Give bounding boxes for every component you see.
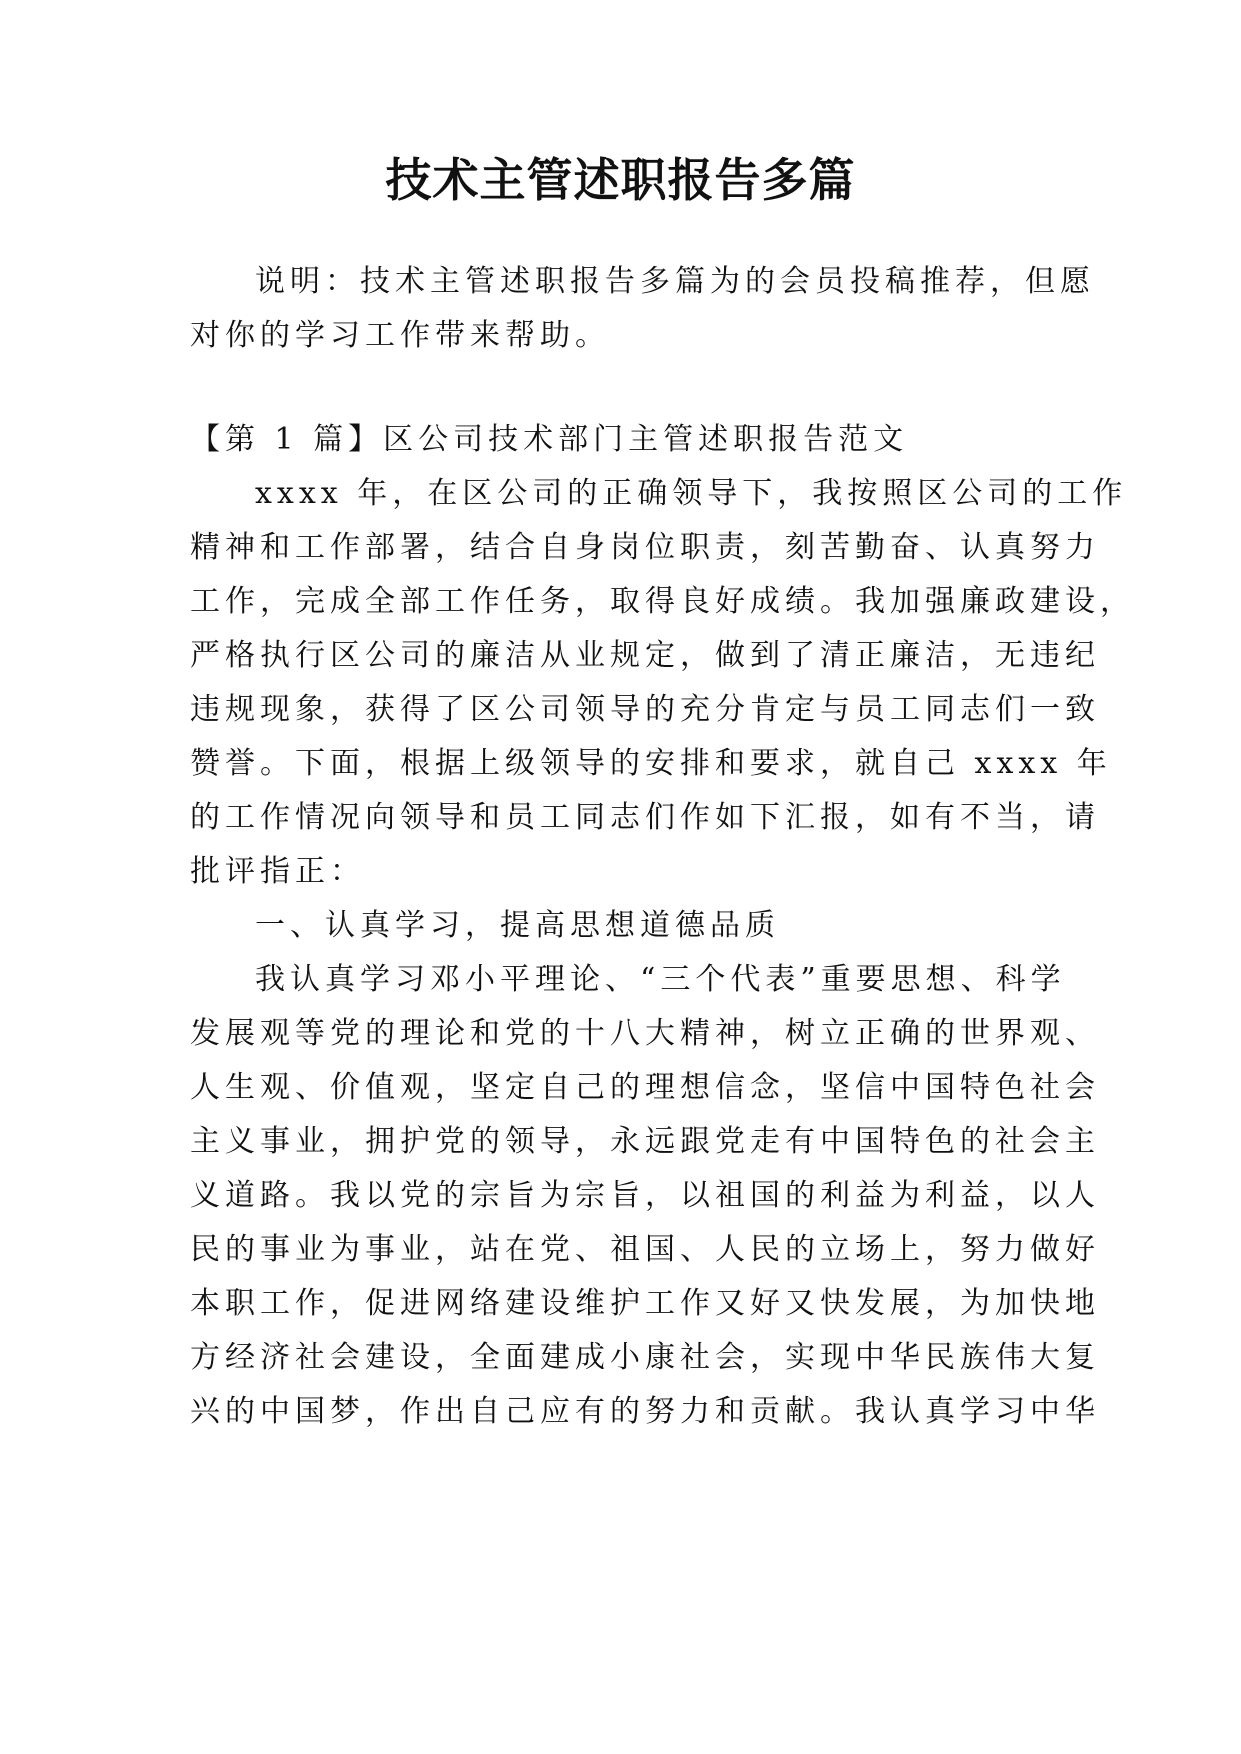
body-line: 义道路。我以党的宗旨为宗旨，以祖国的利益为利益，以人 (190, 1178, 1100, 1213)
body-line: 工作，完成全部工作任务，取得良好成绩。我加强廉政建设， (190, 584, 1135, 619)
note-line-1: 说明：技术主管述职报告多篇为的会员投稿推荐，但愿 (255, 264, 1095, 299)
body-line: 本职工作，促进网络建设维护工作又好又快发展，为加快地 (190, 1286, 1100, 1321)
body-line: 违规现象，获得了区公司领导的充分肯定与员工同志们一致 (190, 692, 1100, 727)
body-line: 精神和工作部署，结合自身岗位职责，刻苦勤奋、认真努力 (190, 530, 1100, 565)
body-line: 赞誉。下面，根据上级领导的安排和要求，就自己 xxxx 年 (190, 746, 1112, 781)
subheading: 一、认真学习，提高思想道德品质 (255, 908, 780, 943)
body-line: 严格执行区公司的廉洁从业规定，做到了清正廉洁，无违纪 (190, 638, 1100, 673)
body-line: 发展观等党的理论和党的十八大精神，树立正确的世界观、 (190, 1016, 1100, 1051)
section-heading: 【第 1 篇】区公司技术部门主管述职报告范文 (190, 422, 909, 457)
body-line: 兴的中国梦，作出自己应有的努力和贡献。我认真学习中华 (190, 1394, 1100, 1429)
body-line: 人生观、价值观，坚定自己的理想信念，坚信中国特色社会 (190, 1070, 1100, 1105)
body-line: 的工作情况向领导和员工同志们作如下汇报，如有不当，请 (190, 800, 1100, 835)
body-line: 批评指正： (190, 854, 365, 889)
body-line: xxxx 年，在区公司的正确领导下，我按照区公司的工作 (255, 476, 1128, 511)
body-line: 主义事业，拥护党的领导，永远跟党走有中国特色的社会主 (190, 1124, 1100, 1159)
body-line: 我认真学习邓小平理论、“三个代表”重要思想、科学 (255, 962, 1066, 997)
body-line: 方经济社会建设，全面建成小康社会，实现中华民族伟大复 (190, 1340, 1100, 1375)
body-line: 民的事业为事业，站在党、祖国、人民的立场上，努力做好 (190, 1232, 1100, 1267)
note-line-2: 对你的学习工作带来帮助。 (190, 318, 610, 353)
document-title: 技术主管述职报告多篇 (385, 153, 856, 207)
